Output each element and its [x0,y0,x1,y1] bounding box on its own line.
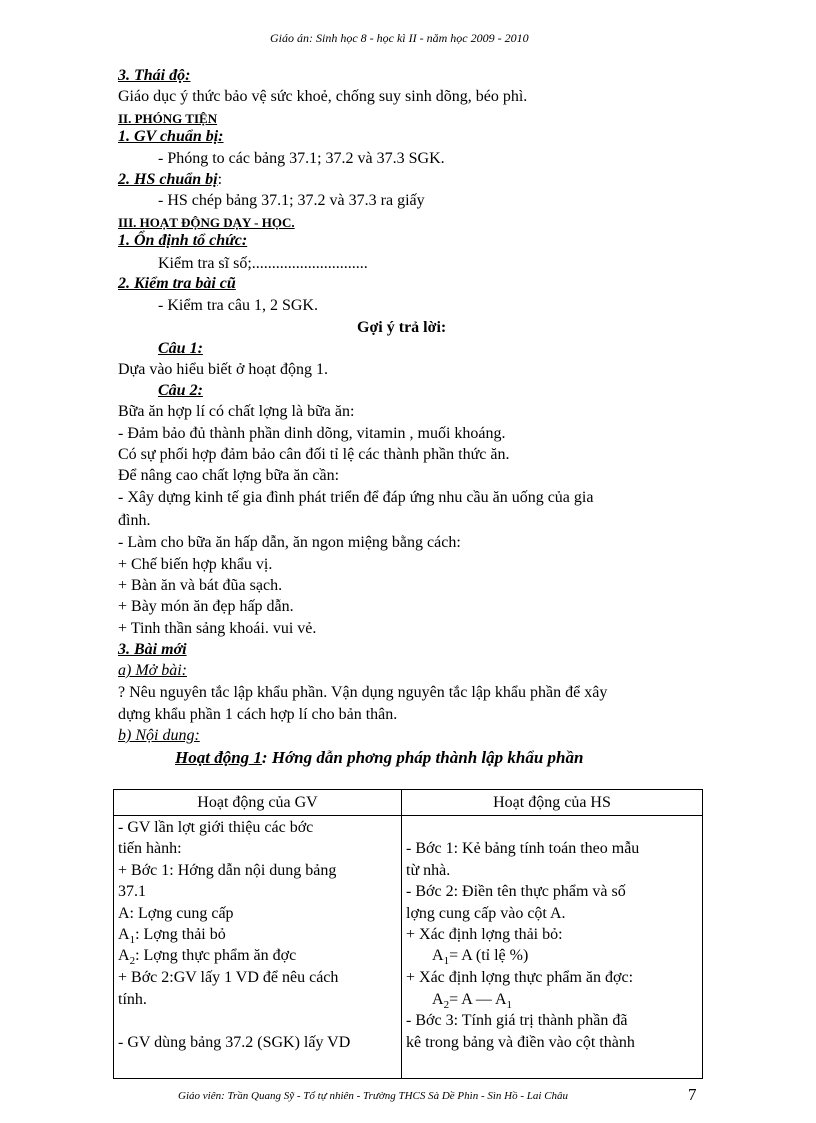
heading-content: b) Nội dung: [118,727,200,744]
attendance-text: Kiểm tra sĩ số;............................. [158,255,368,272]
teacher-line [118,947,296,967]
symbol: A [432,991,444,1008]
subscript: 2 [443,999,450,1012]
heading-equipment: II. PHÓNG TIỆN [118,111,218,126]
col-header-teacher: Hoạt động của GV [114,790,402,816]
answer-line: - Xây dựng kinh tế gia đình phát triển để đáp ứng nhu cầu ăn uống của gia [118,489,594,506]
student-line: từ nhà. [406,862,451,879]
student-line: - Bớc 1: Kẻ bảng tính toán theo mẫu [406,840,640,857]
student-line: + Xác định lợng thải bỏ: [406,926,563,943]
student-prep-text: - HS chép bảng 37.1; 37.2 và 37.3 ra giấy [158,192,425,209]
teacher-line: + Bớc 2:GV lấy 1 VD để nêu cách [118,969,339,986]
subscript: 2 [129,955,136,968]
question-1-answer: Dựa vào hiểu biết ở hoạt động 1. [118,361,328,378]
answer-line: Bữa ăn hợp lí có chất lợng là bữa ăn: [118,403,355,420]
intro-text: ? Nêu nguyên tắc lập khẩu phần. Vận dụng nguyên tắc lập khẩu phần để xây [118,684,608,701]
text: : Lợng thực phẩm ăn đợc [135,947,297,964]
student-line: kê trong bảng và điền vào cột thành [406,1034,635,1051]
student-line: - Bớc 3: Tính giá trị thành phần đã [406,1012,628,1029]
symbol: A [118,947,130,964]
teacher-line: + Bớc 1: Hớng dẫn nội dung bảng [118,862,337,879]
answer-hint-title: Gợi ý trả lời: [357,319,447,336]
student-line [432,991,512,1011]
heading-student-prep [118,171,222,189]
heading-teacher-prep: 1. GV chuẩn bị: [118,128,224,145]
subscript: 1 [129,934,136,947]
student-prep-label: 2. HS chuẩn bị [118,171,218,188]
symbol: A [118,926,130,943]
teacher-line: - GV lần lợt giới thiệu các bớc [118,819,314,836]
page-number: 7 [688,1085,697,1104]
subscript: 1 [506,999,513,1012]
answer-line: Có sự phối hợp đảm bảo cân đối tỉ lệ các thành phần thức ăn. [118,446,510,463]
activity-1-title [175,748,583,768]
page-footer: Giáo viên: Trần Quang Sỹ - Tổ tự nhiên - Trường THCS Sà Dề Phìn - Sìn Hồ - Lai Châu [178,1090,569,1102]
question-2-label: Câu 2: [158,382,203,399]
student-line: lợng cung cấp vào cột A. [406,905,566,922]
answer-line: Để nâng cao chất lợng bữa ăn cần: [118,467,340,484]
student-line: + Xác định lợng thực phẩm ăn đợc: [406,969,634,986]
student-line: - Bớc 2: Điền tên thực phẩm và số [406,883,626,900]
teacher-line: 37.1 [118,883,146,900]
heading-organization: 1. Ổn định tổ chức: [118,232,248,249]
text: : Lợng thải bỏ [135,926,226,943]
teacher-prep-text: - Phóng to các bảng 37.1; 37.2 và 37.3 SGK. [158,150,445,167]
answer-line: - Đảm bảo đủ thành phần dinh dõng, vitamin , muối khoáng. [118,425,506,442]
intro-text: dựng khẩu phần 1 cách hợp lí cho bản thân. [118,706,398,723]
question-1-label: Câu 1: [158,340,203,357]
answer-line: đình. [118,512,151,529]
heading-intro: a) Mở bài: [118,662,187,679]
teacher-line [118,926,226,946]
heading-old-lesson: 2. Kiểm tra bài cũ [118,275,236,292]
teacher-line: - GV dùng bảng 37.2 (SGK) lấy VD [118,1034,351,1051]
old-lesson-text: - Kiểm tra câu 1, 2 SGK. [158,297,318,314]
symbol: A [432,947,444,964]
teacher-line: A: Lợng cung cấp [118,905,234,922]
heading-activities: III. HOẠT ĐỘNG DẠY - HỌC. [118,215,295,230]
teacher-activity-cell [114,816,402,1079]
answer-line: + Tinh thần sảng khoái. vui vẻ. [118,620,317,637]
student-prep-colon: : [217,171,223,188]
student-activity-cell [402,816,703,1079]
attitude-text: Giáo dục ý thức bảo vệ sức khoẻ, chống suy sinh dõng, béo phì. [118,88,528,105]
activity-1-label: Hoạt động 1 [175,748,262,767]
subscript: 1 [443,955,450,968]
heading-attitude: 3. Thái độ: [118,67,191,84]
teacher-line: tiến hành: [118,840,182,857]
activity-table [113,789,703,1079]
answer-line: + Bàn ăn và bát đũa sạch. [118,577,283,594]
heading-new-lesson: 3. Bài mới [118,641,187,658]
text: = A — A [449,991,507,1008]
answer-line: - Làm cho bữa ăn hấp dẫn, ăn ngon miệng bằng cách: [118,534,461,551]
answer-line: + Bày món ăn đẹp hấp dẫn. [118,598,294,615]
answer-line: + Chế biến hợp khẩu vị. [118,556,273,573]
col-header-student: Hoạt động của HS [402,790,703,816]
student-line [432,947,528,967]
text: = A (tỉ lệ %) [449,947,529,964]
teacher-line: tính. [118,991,147,1008]
page-header: Giáo án: Sinh học 8 - học kì II - năm học 2009 - 2010 [270,31,529,45]
activity-1-description: : Hớng dẫn phơng pháp thành lập khẩu phần [261,748,584,767]
